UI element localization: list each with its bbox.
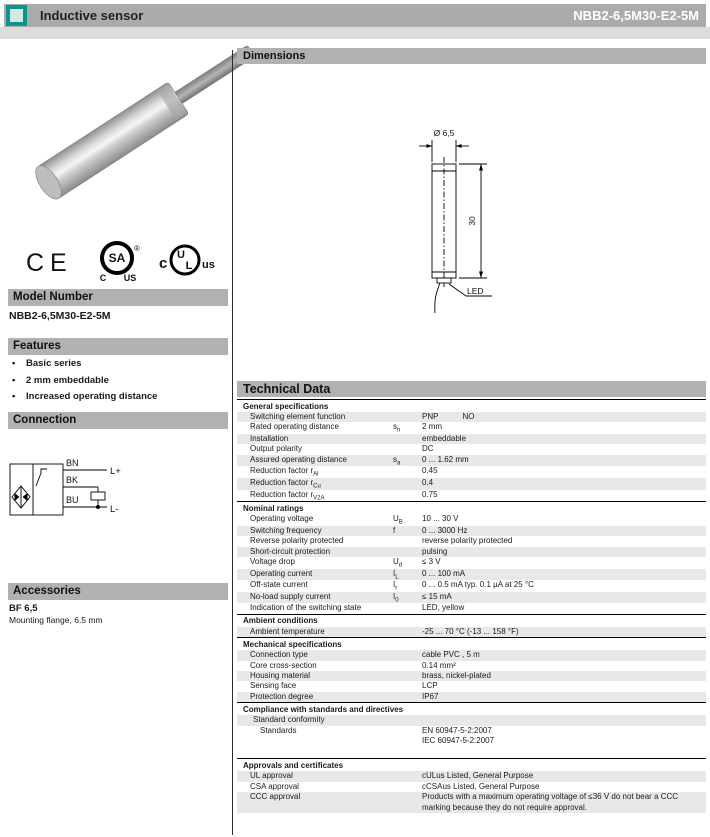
- tech-row-value: 0 ... 3000 Hz: [422, 525, 468, 535]
- tech-row-value: cULus Listed, General Purpose: [422, 771, 534, 781]
- bullet-icon: •: [12, 391, 16, 402]
- tech-row: [237, 782, 706, 792]
- tech-row: [237, 592, 706, 604]
- tech-row-symbol: $I_0$: [393, 591, 399, 604]
- terminal-l-minus: L-: [110, 504, 119, 515]
- tech-section: [237, 702, 706, 746]
- tech-row-label: Reverse polarity protected: [250, 536, 344, 546]
- tech-section-title: General specifications: [237, 399, 706, 412]
- feature-item: • 2 mm embeddable: [12, 374, 109, 386]
- tech-row-value: LED, yellow: [422, 603, 465, 613]
- tech-section-title: Compliance with standards and directives: [237, 702, 706, 715]
- tech-row-value: 0.75: [422, 489, 438, 499]
- features-heading: Features: [8, 338, 228, 355]
- tech-row: [237, 478, 706, 490]
- tech-row-value: LCP: [422, 681, 438, 691]
- tech-row-value: brass, nickel-plated: [422, 671, 491, 680]
- tech-row-symbol: $s_a$: [393, 454, 401, 467]
- tech-row-label: Protection degree: [250, 691, 314, 701]
- tech-section-title: Ambient conditions: [237, 614, 706, 627]
- page-title: Inductive sensor: [40, 8, 144, 23]
- tech-row-label: Short-circuit protection: [250, 546, 331, 556]
- tech-row: [237, 490, 706, 502]
- svg-text:c: c: [159, 255, 168, 272]
- tech-row-value: PNP NO: [422, 412, 475, 421]
- tech-row: [237, 661, 706, 671]
- tech-row-label: Housing material: [250, 671, 311, 680]
- tech-row-label: Installation: [250, 434, 289, 443]
- tech-row-label: Switching element function: [250, 412, 346, 421]
- tech-row: [237, 514, 706, 526]
- tech-row-value: Products with a maximum operating voltage of ≤36 V do not bear a CCC marking because they do not require approval.: [422, 792, 679, 812]
- tech-row-label: Off-state current: [250, 580, 308, 590]
- tech-row: [237, 569, 706, 581]
- tech-row-symbol: $I_L$: [393, 568, 399, 581]
- tech-row: [237, 671, 706, 681]
- tech-row-value: DC: [422, 444, 434, 454]
- tech-section: [237, 758, 706, 813]
- tech-row-label: Indication of the switching state: [250, 603, 362, 613]
- technical-data-heading: Technical Data: [237, 381, 706, 397]
- tech-row-value: embeddable: [422, 434, 467, 443]
- tech-row: [237, 650, 706, 660]
- tech-row: [237, 547, 706, 557]
- wire-label-bk: BK: [66, 475, 79, 485]
- tech-row-value: reverse polarity protected: [422, 536, 513, 546]
- svg-text:SA: SA: [108, 251, 126, 265]
- tech-row-label: Operating voltage: [250, 514, 314, 524]
- tech-row: [237, 455, 706, 467]
- bullet-icon: •: [12, 358, 16, 369]
- tech-row-label: CSA approval: [250, 781, 299, 791]
- tech-row-value: 0.14 mm²: [422, 660, 456, 670]
- tech-row-label: UL approval: [250, 771, 293, 781]
- tech-row-value: IP67: [422, 691, 439, 701]
- tech-row-label: Operating current: [250, 568, 313, 578]
- connection-heading: Connection: [8, 412, 228, 429]
- tech-section-title: Approvals and certificates: [237, 758, 706, 771]
- tech-section: [237, 637, 706, 702]
- svg-text:CE: CE: [26, 249, 73, 277]
- dimension-drawing: [408, 110, 623, 325]
- tech-row-label: Standard conformity: [253, 715, 325, 725]
- svg-text:C: C: [99, 273, 107, 283]
- tech-row-value: 0.4: [422, 478, 434, 487]
- tech-row-value: ≤ 15 mA: [422, 591, 452, 601]
- tech-row-label: Sensing face: [250, 681, 297, 691]
- tech-row-value: 0 ... 100 mA: [422, 568, 466, 578]
- tech-row-value: EN 60947-5-2:2007 IEC 60947-5-2:2007: [422, 725, 495, 746]
- tech-row-label: Switching frequency: [250, 525, 322, 535]
- tech-row-value: 0.45: [422, 466, 438, 476]
- terminal-l-plus: L+: [110, 466, 121, 477]
- svg-text:U: U: [177, 249, 185, 261]
- tech-row: [237, 536, 706, 546]
- dimension-length-label: 30: [467, 216, 477, 226]
- tech-row: [237, 412, 706, 422]
- tech-row-symbol: f: [393, 525, 396, 535]
- tech-row-label: Ambient temperature: [250, 626, 325, 636]
- technical-data-table: [237, 399, 706, 813]
- tech-row-label: Reduction factor $r_{V2A}$: [250, 489, 325, 502]
- tech-row: [237, 627, 706, 637]
- accessory-description: Mounting flange, 6.5 mm: [9, 615, 103, 625]
- tech-row-label: Rated operating distance: [250, 422, 339, 432]
- dimensions-heading: Dimensions: [237, 48, 706, 64]
- tech-row-symbol: $U_B$: [393, 514, 403, 526]
- svg-text:us: us: [202, 259, 215, 271]
- svg-text:US: US: [123, 273, 137, 283]
- tech-row-symbol: $s_n$: [393, 422, 401, 434]
- tech-row: [237, 422, 706, 434]
- led-label: LED: [467, 286, 484, 296]
- tech-row-symbol: $U_d$: [393, 557, 403, 569]
- tech-row-label: Connection type: [250, 650, 308, 660]
- tech-row: [237, 726, 706, 747]
- tech-row-label: Output polarity: [250, 444, 303, 454]
- accessories-heading: Accessories: [8, 583, 228, 600]
- feature-item: • Basic series: [12, 358, 82, 369]
- dimension-diameter-label: Ø 6,5: [433, 128, 455, 138]
- tech-row: [237, 715, 706, 725]
- header-model-number: NBB2-6,5M30-E2-5M: [573, 8, 699, 23]
- tech-row-value: 2 mm: [422, 422, 442, 432]
- tech-row-label: Assured operating distance: [250, 454, 347, 464]
- tech-row-symbol: $I_r$: [393, 580, 398, 592]
- tech-row-label: Core cross-section: [250, 660, 317, 670]
- wire-label-bn: BN: [66, 458, 79, 468]
- tech-row: [237, 692, 706, 702]
- tech-row: [237, 557, 706, 569]
- tech-row: [237, 603, 706, 613]
- tech-section: [237, 614, 706, 637]
- tech-row-value: 0 ... 0.5 mA typ. 0.1 µA at 25 °C: [422, 580, 534, 590]
- wire-label-bu: BU: [66, 495, 79, 505]
- tech-row-value: ≤ 3 V: [422, 557, 441, 566]
- accessory-name: BF 6,5: [9, 603, 38, 614]
- tech-row: [237, 466, 706, 478]
- model-number-value: NBB2-6,5M30-E2-5M: [9, 310, 111, 322]
- tech-section: [237, 399, 706, 501]
- tech-row: [237, 771, 706, 781]
- tech-row-value: 10 ... 30 V: [422, 514, 459, 524]
- tech-row: [237, 681, 706, 691]
- model-number-heading: Model Number: [8, 289, 228, 306]
- tech-row: [237, 580, 706, 592]
- tech-section: [237, 501, 706, 614]
- tech-section-title: Nominal ratings: [237, 501, 706, 514]
- tech-row-value: -25 ... 70 °C (-13 ... 158 °F): [422, 626, 519, 636]
- tech-row-label: CCC approval: [250, 792, 301, 802]
- tech-row: [237, 434, 706, 444]
- tech-row-label: Voltage drop: [250, 557, 295, 566]
- tech-row-label: No-load supply current: [250, 591, 331, 601]
- tech-row-label: Reduction factor $r_{Al}$: [250, 466, 319, 478]
- svg-text:®: ®: [134, 244, 140, 253]
- tech-row: [237, 444, 706, 454]
- svg-text:L: L: [185, 260, 193, 272]
- column-divider: [232, 50, 233, 835]
- tech-row: [237, 792, 706, 813]
- tech-row-label: Standards: [260, 725, 297, 735]
- bullet-icon: •: [12, 374, 16, 386]
- tech-section-title: Mechanical specifications: [237, 637, 706, 650]
- tech-row-label: Reduction factor $r_{Cu}$: [250, 478, 321, 490]
- tech-row-value: pulsing: [422, 546, 448, 556]
- feature-item: • Increased operating distance: [12, 391, 158, 402]
- tech-row-value: cCSAus Listed, General Purpose: [422, 781, 540, 791]
- tech-row: [237, 526, 706, 536]
- tech-row-value: 0 ... 1.62 mm: [422, 454, 469, 464]
- tech-row-value: cable PVC , 5 m: [422, 650, 480, 660]
